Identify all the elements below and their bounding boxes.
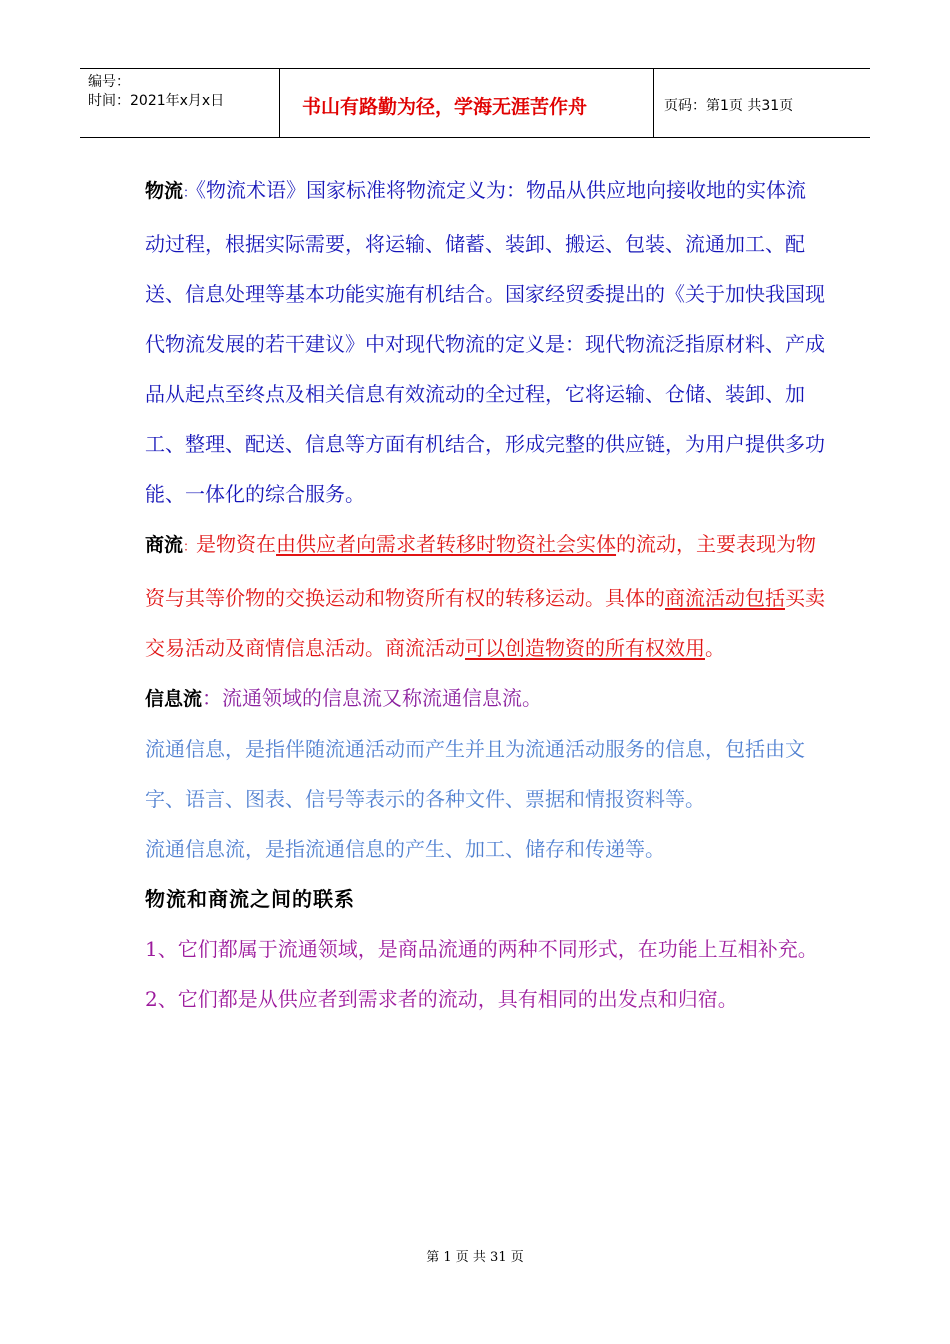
page-header <box>80 68 870 138</box>
wuliu-paragraph <box>145 165 825 519</box>
xinxiliu-definition-paragraph: 流通信息流，是指流通信息的产生、加工、储存和传递等。 <box>145 837 665 861</box>
xinxiliu-text: 流通领域的信息流又称流通信息流。 <box>222 686 543 710</box>
shangliu-term: 商流 <box>145 534 184 556</box>
shangliu-text-3: 买卖交易活动及商情信息活动。商流活动 <box>145 586 825 660</box>
shangliu-underline-1: 由供应者向需求者转移时物资社会实体 <box>276 532 617 556</box>
document-body <box>145 165 825 1024</box>
wuliu-term: 物流 <box>145 180 184 202</box>
shangliu-text-1: 是物资在 <box>196 532 277 556</box>
shangliu-paragraph <box>145 519 825 673</box>
shangliu-colon: ： <box>183 540 197 555</box>
shangliu-underline-2: 商流活动包括 <box>665 586 785 610</box>
wuliu-colon: ： <box>183 186 197 201</box>
number-label: 编号： <box>88 74 130 90</box>
header-meta <box>80 69 280 137</box>
shangliu-text-4: 。 <box>705 636 725 660</box>
header-page-info: 页码：第1页 共31页 <box>664 98 794 114</box>
relation-heading: 物流和商流之间的联系 <box>145 887 355 911</box>
xinxi-definition-paragraph: 流通信息，是指伴随流通活动而产生并且为流通活动服务的信息，包括由文字、语言、图表、信号等表示的各种文件、票据和情报资料等。 <box>145 737 805 811</box>
page-footer: 第 1 页 共 31 页 <box>426 1250 524 1265</box>
time-label: 时间：2021年x月x日 <box>88 93 225 109</box>
shangliu-text-2: 的流动，主要表现为物资与其等价物的交换运动和物资所有权的转移运动。具体的 <box>145 532 817 610</box>
relation-item-2: 2、它们都是从供应者到需求者的流动，具有相同的出发点和归宿。 <box>145 987 738 1011</box>
header-motto: 书山有路勤为径，学海无涯苦作舟 <box>280 69 654 137</box>
relation-item-1: 1、它们都属于流通领域，是商品流通的两种不同形式，在功能上互相补充。 <box>145 937 818 961</box>
xinxiliu-colon: ： <box>202 686 223 710</box>
xinxiliu-paragraph <box>145 673 825 724</box>
shangliu-underline-3: 可以创造物资的所有权效用 <box>465 636 705 660</box>
wuliu-text: 《物流术语》国家标准将物流定义为：物品从供应地向接收地的实体流动过程，根据实际需要，将运输、储蓄、装卸、搬运、包装、流通加工、配送、信息处理等基本功能实施有机结合。国家经贸委提出的《关于加快我国现代物流发展的若干建议》中对现代物流的定义是：现代物流泛指原材料、产成品从起点至终点及相关信息有效流动的全过程，它将运输、仓储、装卸、加工、整理、配送、信息等方面有机结合，形成完整的供应链，为用户提供多功能、一体化的综合服务。 <box>145 178 825 506</box>
xinxiliu-term: 信息流 <box>145 688 203 710</box>
